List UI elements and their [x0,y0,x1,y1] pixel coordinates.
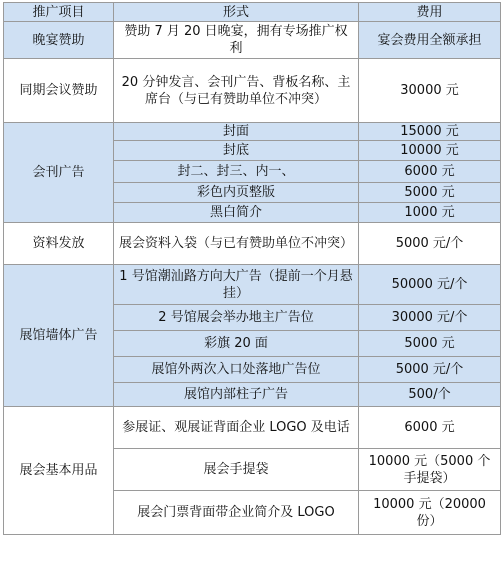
row-form: 参展证、观展证背面企业 LOGO 及电话 [114,407,359,449]
header-fee: 费用 [359,3,501,22]
row-form: 彩色内页整版 [114,183,359,203]
row-item: 展馆墙体广告 [4,265,114,407]
row-item: 资料发放 [4,223,114,265]
table-row [4,265,501,305]
row-fee: 宴会费用全额承担 [359,22,501,59]
row-form: 展会手提袋 [114,449,359,491]
row-fee: 5000 元/个 [359,223,501,265]
promotion-table-container [3,2,500,535]
row-form: 展会门票背面带企业简介及 LOGO [114,491,359,535]
table-row [4,22,501,59]
row-fee: 6000 元 [359,407,501,449]
table-row [4,59,501,123]
row-form: 展馆内部柱子广告 [114,383,359,407]
row-fee: 15000 元 [359,123,501,141]
row-form: 展会资料入袋（与已有赞助单位不冲突） [114,223,359,265]
row-form: 20 分钟发言、会刊广告、背板名称、主席台（与已有赞助单位不冲突） [114,59,359,123]
row-fee: 6000 元 [359,161,501,183]
row-form: 封面 [114,123,359,141]
promotion-pricing-table [3,2,501,535]
row-item: 同期会议赞助 [4,59,114,123]
row-fee: 10000 元（5000 个手提袋） [359,449,501,491]
row-form: 封二、封三、内一、 [114,161,359,183]
row-item: 晚宴赞助 [4,22,114,59]
row-fee: 10000 元（20000 份） [359,491,501,535]
row-item: 展会基本用品 [4,407,114,535]
row-form: 展馆外两次入口处落地广告位 [114,357,359,383]
row-fee: 30000 元 [359,59,501,123]
row-form: 赞助 7 月 20 日晚宴，拥有专场推广权利 [114,22,359,59]
table-header-row [4,3,501,22]
header-item: 推广项目 [4,3,114,22]
row-fee: 10000 元 [359,141,501,161]
row-fee: 500/个 [359,383,501,407]
row-fee: 30000 元/个 [359,305,501,331]
row-fee: 5000 元/个 [359,357,501,383]
row-form: 封底 [114,141,359,161]
row-fee: 5000 元 [359,183,501,203]
row-fee: 50000 元/个 [359,265,501,305]
row-form: 彩旗 20 面 [114,331,359,357]
row-form: 1 号馆潮汕路方向大广告（提前一个月悬挂） [114,265,359,305]
row-form: 2 号馆展会举办地主广告位 [114,305,359,331]
row-fee: 5000 元 [359,331,501,357]
row-fee: 1000 元 [359,203,501,223]
table-row [4,407,501,449]
table-row [4,123,501,141]
header-form: 形式 [114,3,359,22]
table-row [4,223,501,265]
row-item: 会刊广告 [4,123,114,223]
row-form: 黑白简介 [114,203,359,223]
